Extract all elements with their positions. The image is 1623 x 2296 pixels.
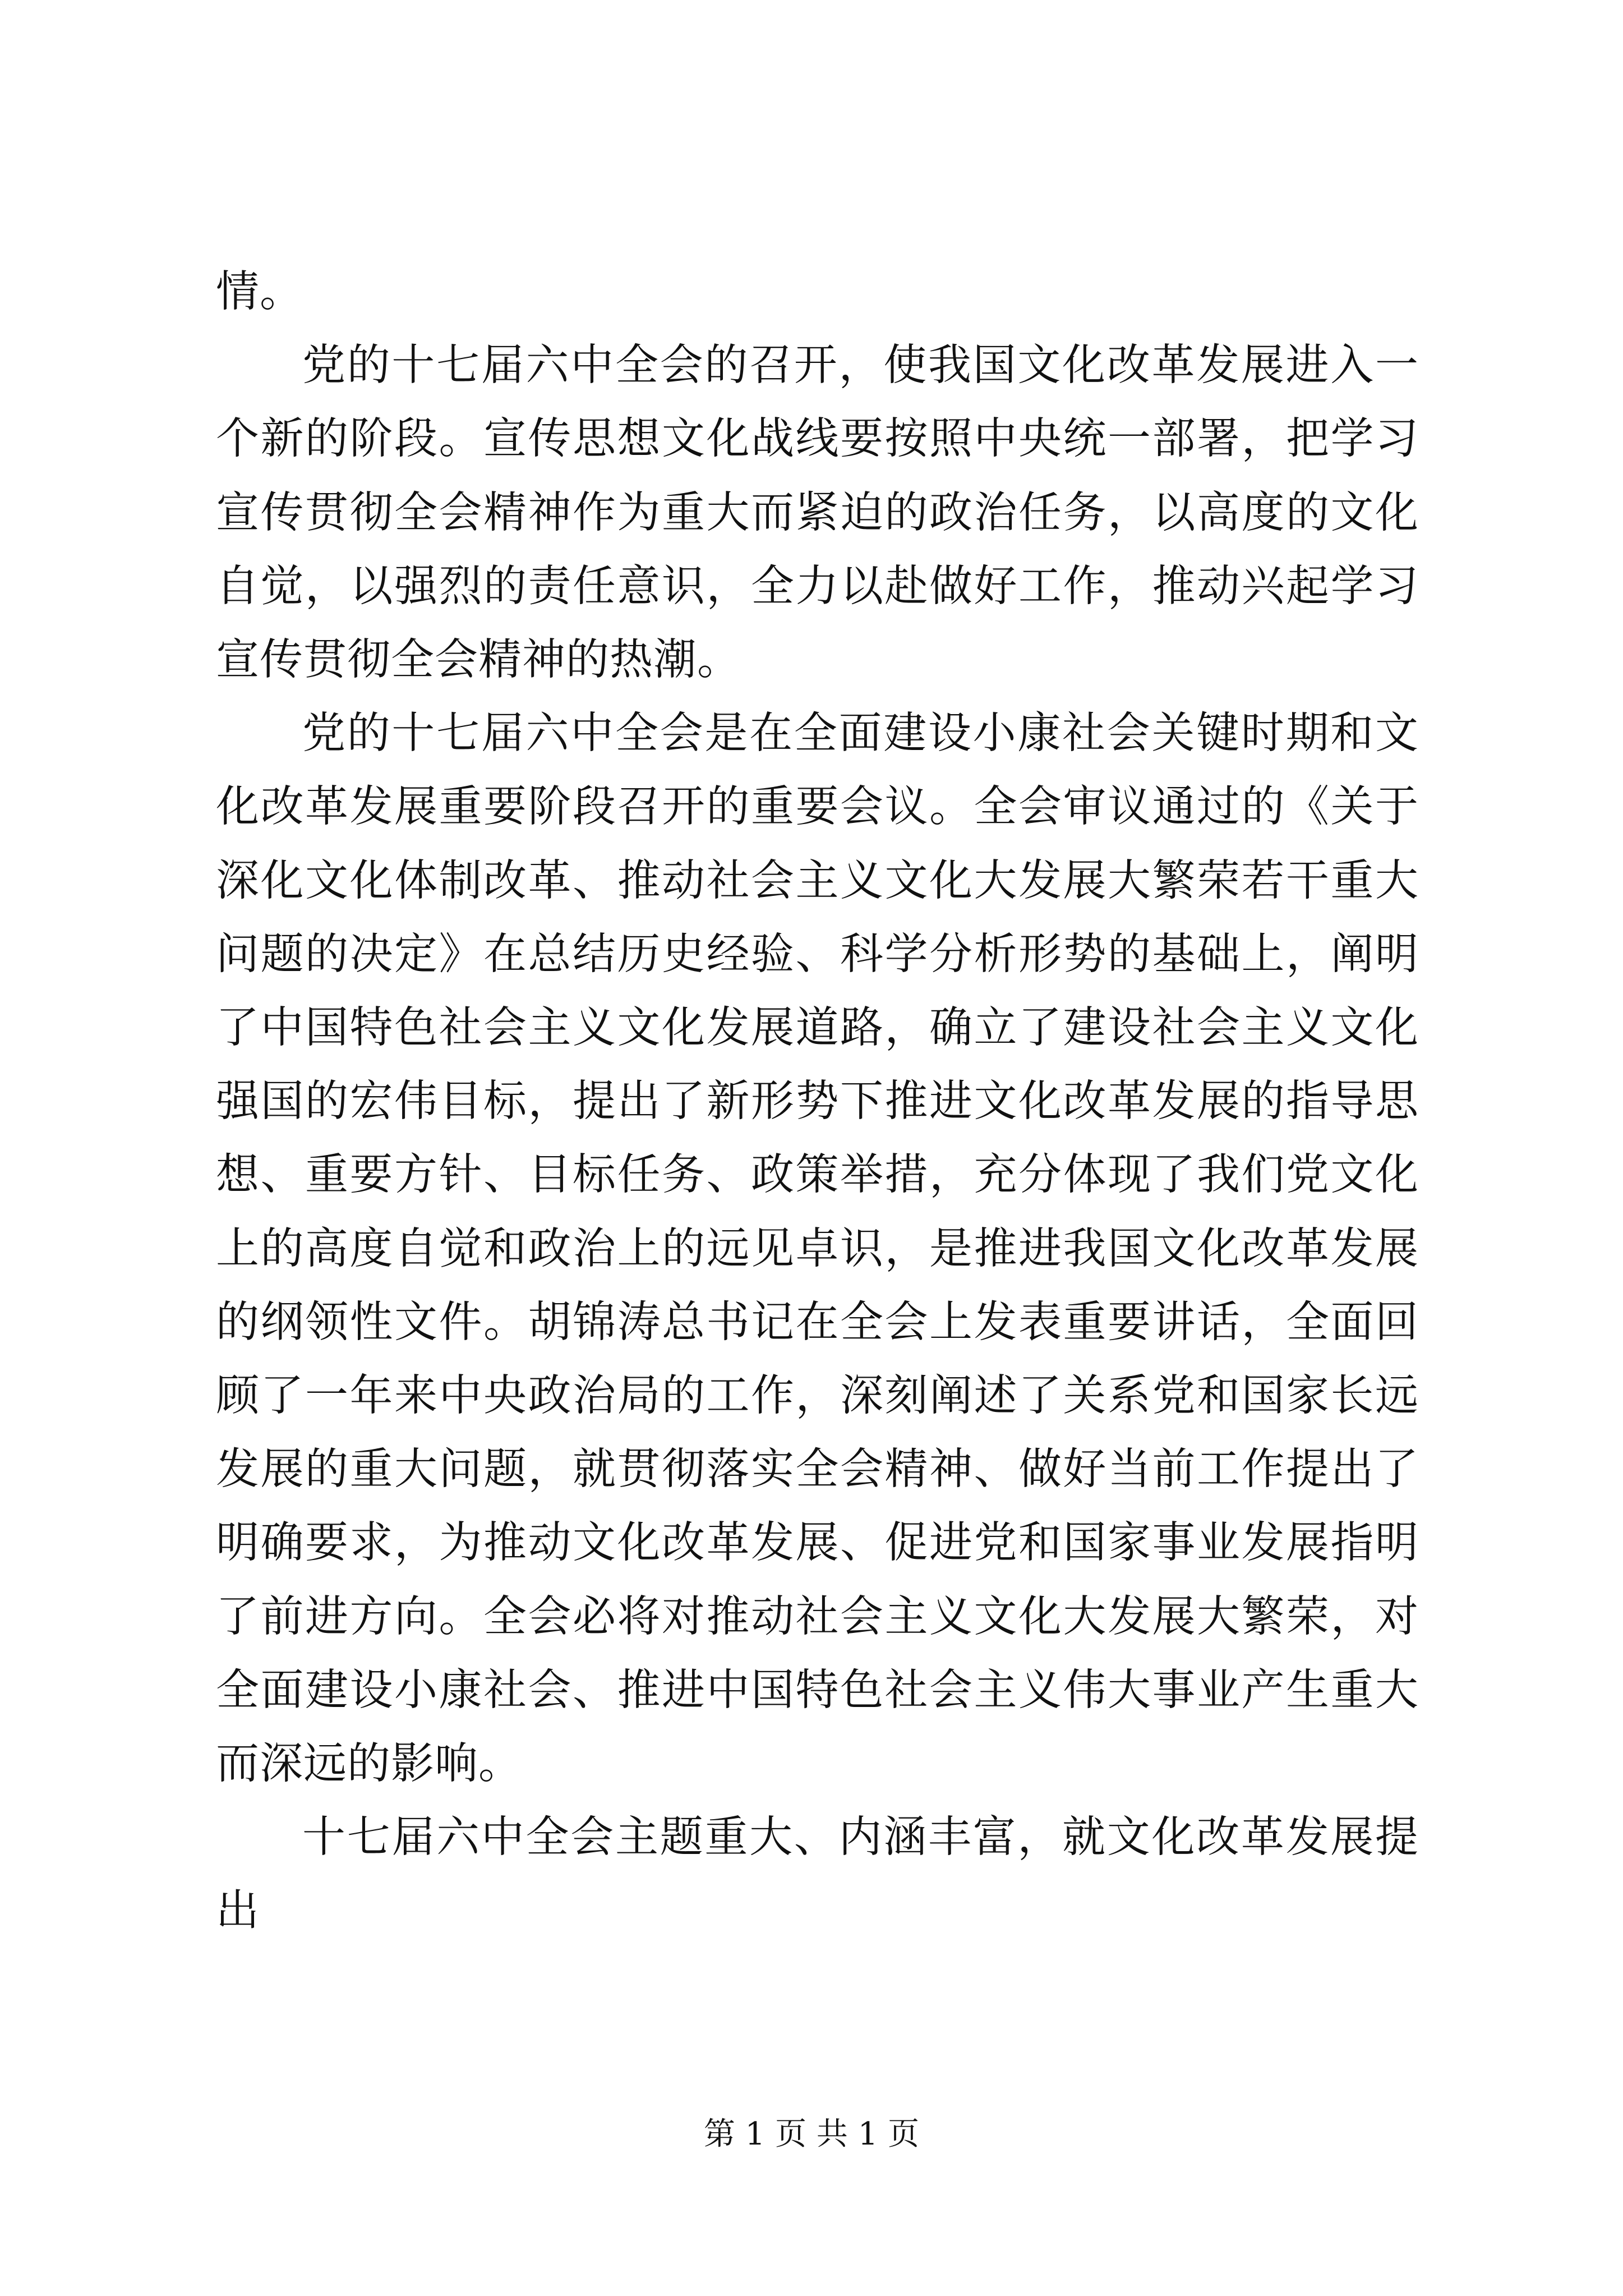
- page-number-label: 第 1 页 共 1 页: [703, 2116, 920, 2152]
- page-footer: [0, 2115, 1623, 2154]
- paragraph-continuation: 情。: [216, 267, 303, 317]
- paragraph: 党的十七届六中全会的召开，使我国文化改革发展进入一个新的阶段。宣传思想文化战线要按照中央统一部署，把学习宣传贯彻全会精神作为重大而紧迫的政治任务，以高度的文化自觉，以强烈的责任意识，全力以赴做好工作，推动兴起学习宣传贯彻全会精神的热潮。: [216, 341, 1419, 685]
- paragraph: 党的十七届六中全会是在全面建设小康社会关键时期和文化改革发展重要阶段召开的重要会议。全会审议通过的《关于深化文化体制改革、推动社会主义文化大发展大繁荣若干重大问题的决定》在总结历史经验、科学分析形势的基础上，阐明了中国特色社会主义文化发展道路，确立了建设社会主义文化强国的宏伟目标，提出了新形势下推进文化改革发展的指导思想、重要方针、目标任务、政策举措，充分体现了我们党文化上的高度自觉和政治上的远见卓识，是推进我国文化改革发展的纲领性文件。胡锦涛总书记在全会上发表重要讲话，全面回顾了一年来中央政治局的工作，深刻阐述了关系党和国家长远发展的重大问题，就贯彻落实全会精神、做好当前工作提出了明确要求，为推动文化改革发展、促进党和国家事业发展指明了前进方向。全会必将对推动社会主义文化大发展大繁荣，对全面建设小康社会、推进中国特色社会主义伟大事业产生重大而深远的影响。: [216, 708, 1419, 1789]
- document-body: [216, 255, 1419, 1948]
- paragraph: 十七届六中全会主题重大、内涵丰富，就文化改革发展提出: [216, 1812, 1419, 1936]
